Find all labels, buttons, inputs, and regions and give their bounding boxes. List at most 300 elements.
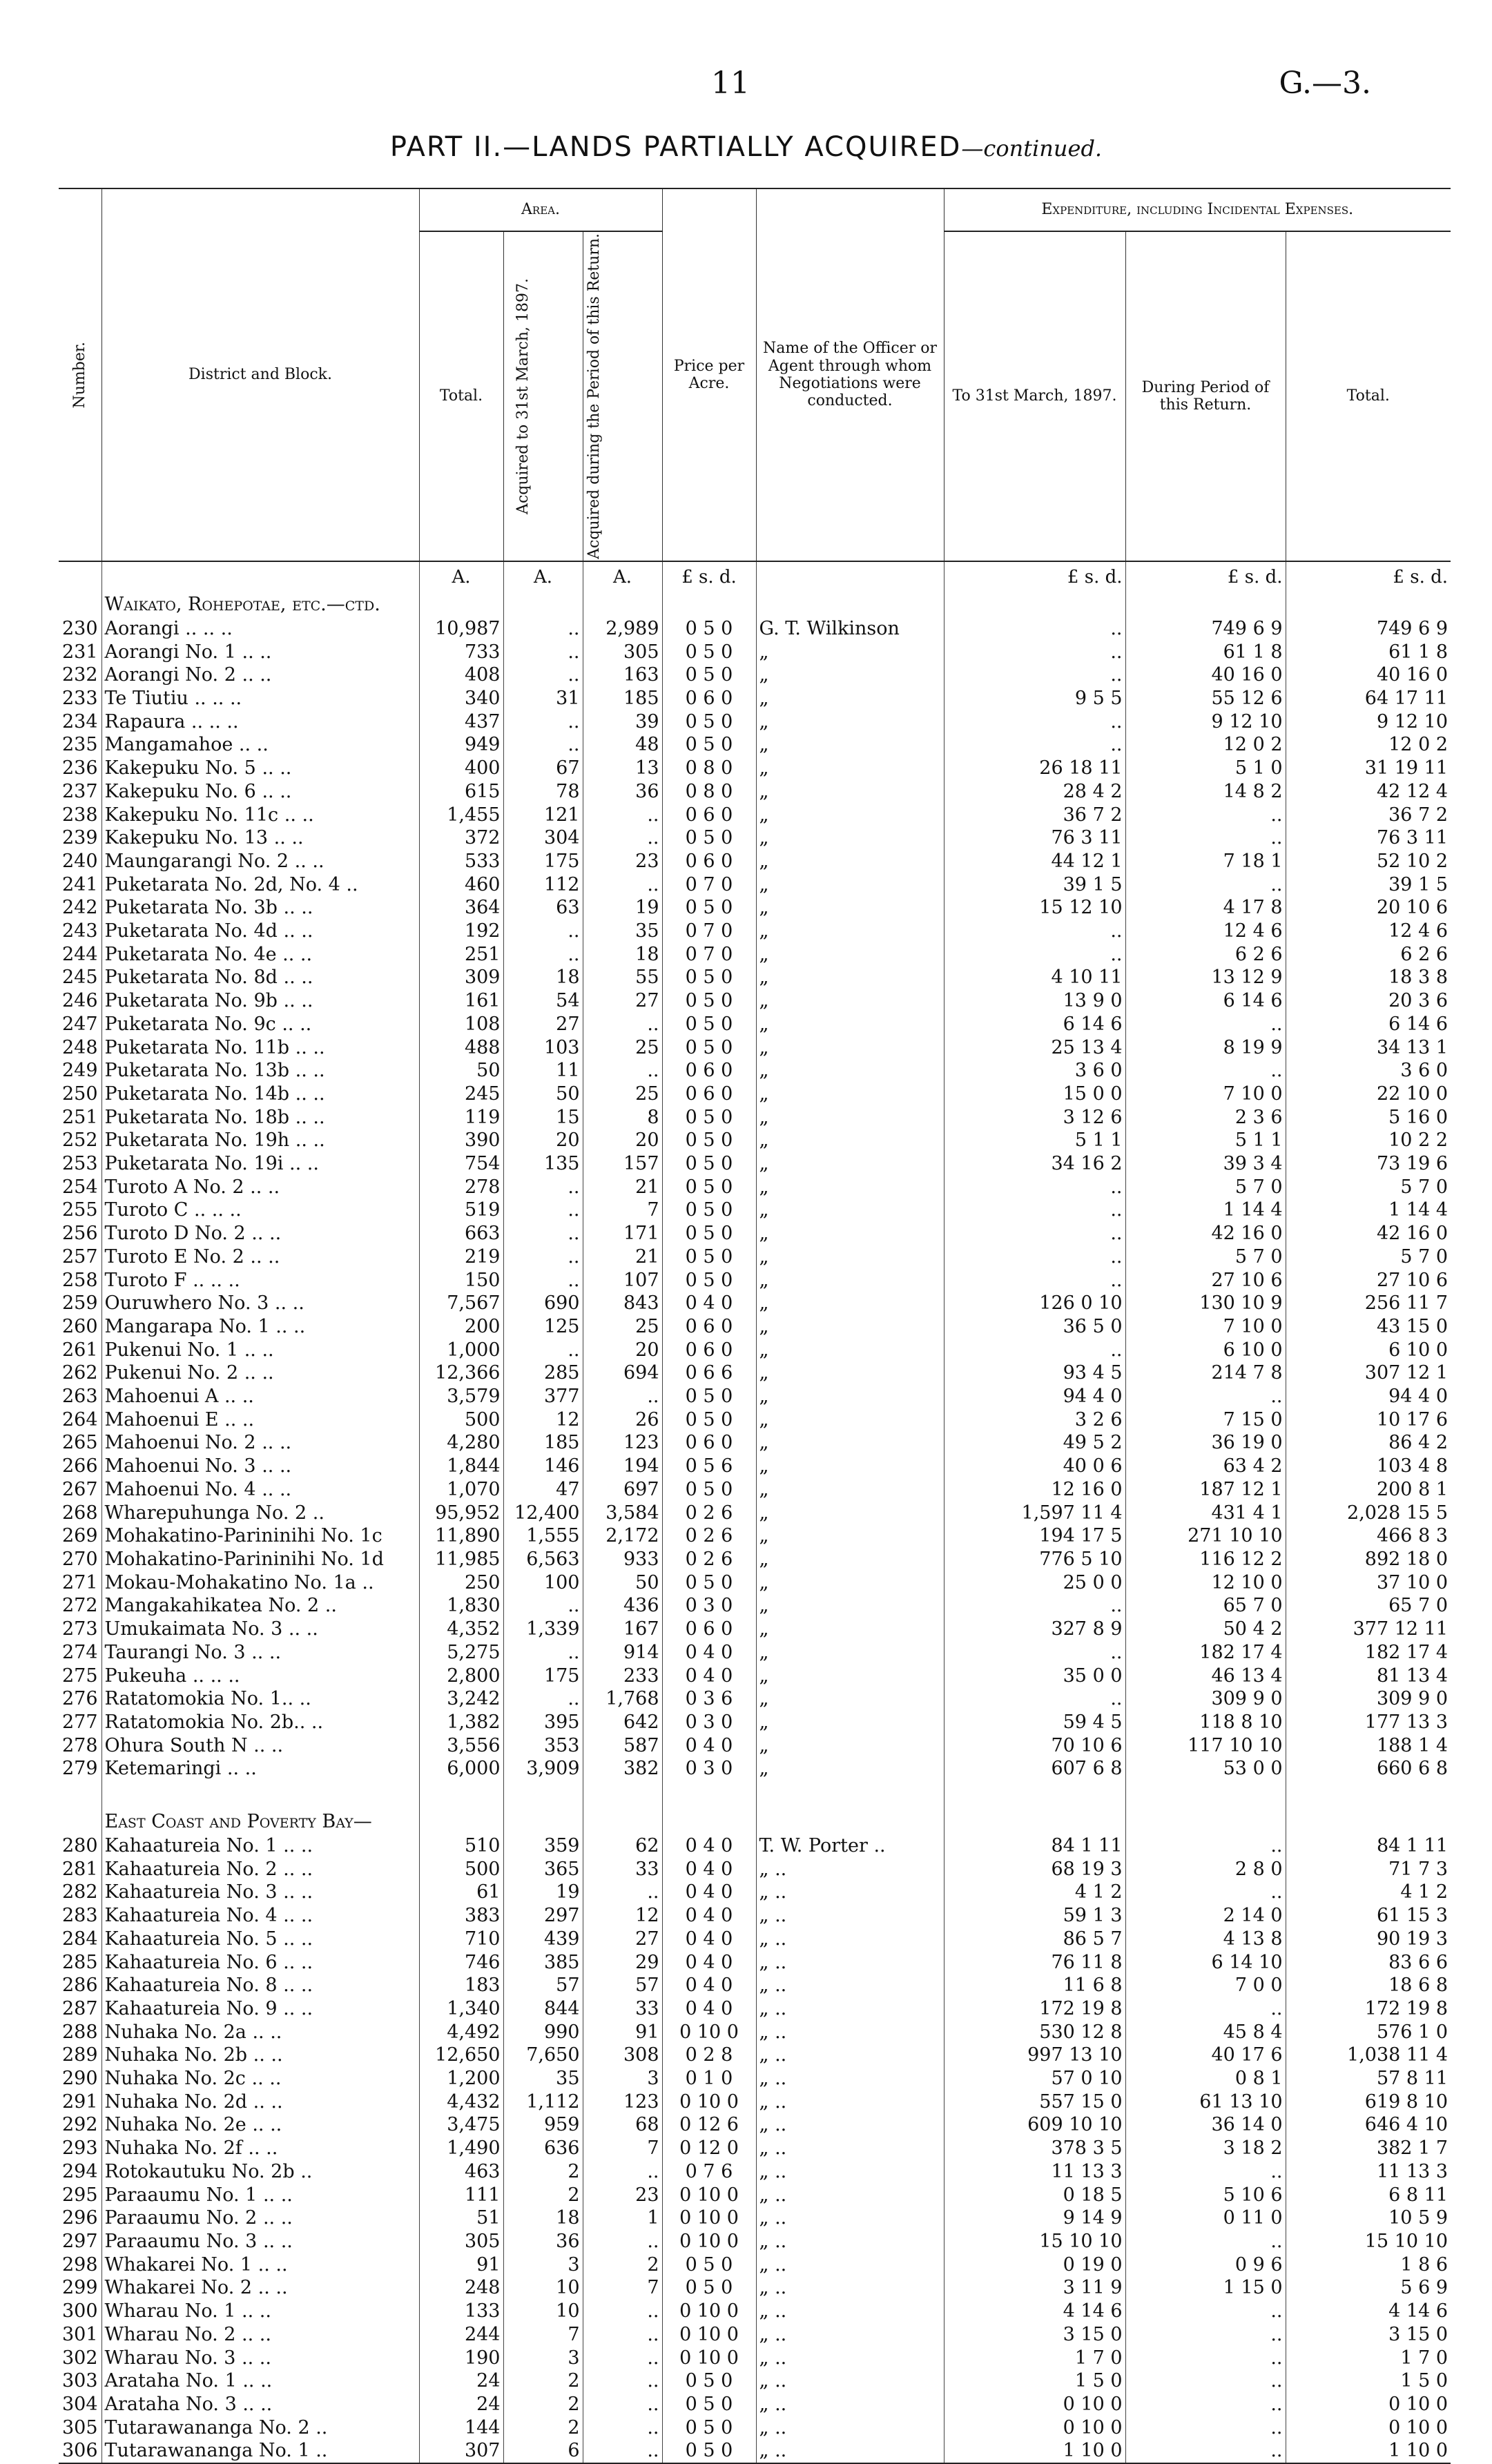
cell-acquired-to: 385 xyxy=(503,1951,583,1975)
cell-acquired-during: 157 xyxy=(583,1152,662,1176)
cell-exp-during: 6 14 10 xyxy=(1125,1951,1286,1975)
table-row xyxy=(59,873,1451,897)
table-row xyxy=(59,1951,1451,1975)
cell-price: 0 3 0 xyxy=(662,1594,756,1618)
cell-number: 231 xyxy=(59,641,101,664)
cell-price: 0 5 0 xyxy=(662,1176,756,1199)
cell-acquired-to: 285 xyxy=(503,1361,583,1385)
cell-district: Kahaatureia No. 6 .. .. xyxy=(101,1951,419,1975)
cell-area-total: 1,070 xyxy=(419,1478,503,1502)
cell-price: 0 10 0 xyxy=(662,2090,756,2114)
cell-price: 0 5 6 xyxy=(662,1455,756,1478)
cell-exp-during: 118 8 10 xyxy=(1125,1711,1286,1734)
cell-number: 234 xyxy=(59,710,101,734)
cell-exp-to: .. xyxy=(944,1222,1125,1245)
cell-price: 0 1 0 xyxy=(662,2067,756,2090)
cell-price: 0 4 0 xyxy=(662,1641,756,1665)
cell-number: 263 xyxy=(59,1385,101,1408)
cell-acquired-during: 107 xyxy=(583,1269,662,1292)
cell-exp-total: 5 7 0 xyxy=(1400,1176,1449,1198)
cell-area-total: 309 xyxy=(419,966,503,989)
cell-exp-total: 182 17 4 xyxy=(1364,1641,1449,1663)
table-row xyxy=(59,1928,1451,1951)
table-row xyxy=(59,2090,1451,2114)
cell-exp-to: 34 16 2 xyxy=(944,1152,1125,1176)
cell-acquired-to: 50 xyxy=(503,1083,583,1106)
table-row xyxy=(59,896,1451,920)
cell-exp-total: 64 17 11 xyxy=(1364,687,1449,709)
section-gap xyxy=(59,1781,1451,1810)
cell-exp-total: 466 8 3 xyxy=(1376,1525,1449,1547)
cell-area-total: 408 xyxy=(419,663,503,687)
cell-district: Mahoenui A .. .. xyxy=(101,1385,419,1408)
cell-district: Turoto A No. 2 .. .. xyxy=(101,1176,419,1199)
cell-acquired-to: 11 xyxy=(503,1059,583,1083)
cell-acquired-to: 78 xyxy=(503,780,583,804)
cell-acquired-during: 8 xyxy=(583,1106,662,1129)
cell-price: 0 5 0 xyxy=(662,617,756,641)
cell-district: Puketarata No. 4d .. .. xyxy=(101,920,419,943)
cell-acquired-during: .. xyxy=(583,2160,662,2184)
cell-acquired-to: 103 xyxy=(503,1036,583,1060)
cell-acquired-during: 33 xyxy=(583,1997,662,2021)
cell-exp-during: 27 10 6 xyxy=(1125,1269,1286,1292)
cell-acquired-during: 587 xyxy=(583,1734,662,1758)
cell-exp-to: 1 5 0 xyxy=(944,2369,1125,2393)
cell-district: Whakarei No. 1 .. .. xyxy=(101,2253,419,2277)
cell-acquired-to: 1,112 xyxy=(503,2090,583,2114)
table-row xyxy=(59,687,1451,710)
cell-district: Puketarata No. 3b .. .. xyxy=(101,896,419,920)
cell-exp-during: .. xyxy=(1125,804,1286,827)
cell-acquired-to: 3 xyxy=(503,2347,583,2370)
table-row xyxy=(59,757,1451,780)
cell-exp-to: 9 14 9 xyxy=(944,2206,1125,2230)
cell-district: Mohakatino-Parininihi No. 1d xyxy=(101,1548,419,1571)
cell-area-total: 510 xyxy=(419,1834,503,1858)
cell-number: 251 xyxy=(59,1106,101,1129)
cell-officer: „ xyxy=(756,1245,944,1269)
cell-exp-to: 68 19 3 xyxy=(944,1858,1125,1881)
cell-acquired-during: 305 xyxy=(583,641,662,664)
table-row xyxy=(59,826,1451,850)
cell-officer: „ xyxy=(756,989,944,1013)
cell-exp-during: 117 10 10 xyxy=(1125,1734,1286,1758)
cell-area-total: 4,492 xyxy=(419,2021,503,2044)
cell-number: 274 xyxy=(59,1641,101,1665)
cell-officer: „ .. xyxy=(756,1858,944,1881)
cell-acquired-to: 31 xyxy=(503,687,583,710)
cell-acquired-to: 365 xyxy=(503,1858,583,1881)
table-row xyxy=(59,1997,1451,2021)
table-row xyxy=(59,804,1451,827)
cell-exp-total: 84 1 11 xyxy=(1376,1835,1449,1857)
cell-officer: „ .. xyxy=(756,2369,944,2393)
cell-area-total: 1,455 xyxy=(419,804,503,827)
cell-acquired-during: 3 xyxy=(583,2067,662,2090)
cell-number: 252 xyxy=(59,1129,101,1152)
cell-exp-during: 55 12 6 xyxy=(1125,687,1286,710)
table-row xyxy=(59,2021,1451,2044)
cell-officer: „ xyxy=(756,873,944,897)
cell-acquired-during: 12 xyxy=(583,1904,662,1928)
cell-exp-total: 5 6 9 xyxy=(1400,2277,1449,2299)
table-row xyxy=(59,1106,1451,1129)
cell-acquired-during: 29 xyxy=(583,1951,662,1975)
cell-area-total: 111 xyxy=(419,2184,503,2207)
cell-number: 277 xyxy=(59,1711,101,1734)
cell-area-total: 1,000 xyxy=(419,1339,503,1362)
cell-exp-total: 576 1 0 xyxy=(1376,2021,1449,2043)
cell-district: Aorangi No. 1 .. .. xyxy=(101,641,419,664)
section-header-row xyxy=(59,592,1451,617)
cell-area-total: 91 xyxy=(419,2253,503,2277)
cell-exp-to: 4 10 11 xyxy=(944,966,1125,989)
cell-area-total: 754 xyxy=(419,1152,503,1176)
cell-number: 250 xyxy=(59,1083,101,1106)
cell-district: Kahaatureia No. 5 .. .. xyxy=(101,1928,419,1951)
cell-exp-during: .. xyxy=(1125,1881,1286,1904)
table-row xyxy=(59,2253,1451,2277)
cell-exp-during: 39 3 4 xyxy=(1125,1152,1286,1176)
cell-area-total: 3,579 xyxy=(419,1385,503,1408)
cell-acquired-during: .. xyxy=(583,2323,662,2347)
table-row xyxy=(59,1292,1451,1315)
table-row xyxy=(59,1245,1451,1269)
cell-acquired-to: 359 xyxy=(503,1834,583,1858)
cell-exp-during: 7 10 0 xyxy=(1125,1315,1286,1339)
cell-officer: „ xyxy=(756,1106,944,1129)
cell-price: 0 4 0 xyxy=(662,1834,756,1858)
table-row xyxy=(59,2369,1451,2393)
cell-officer: „ .. xyxy=(756,2439,944,2463)
cell-district: Kakepuku No. 13 .. .. xyxy=(101,826,419,850)
cell-exp-during: .. xyxy=(1125,1385,1286,1408)
cell-acquired-to: 47 xyxy=(503,1478,583,1502)
unit-exp-during: £ s. d. xyxy=(1125,561,1286,592)
cell-exp-to: .. xyxy=(944,1641,1125,1665)
cell-officer: „ xyxy=(756,1176,944,1199)
cell-area-total: 24 xyxy=(419,2369,503,2393)
cell-price: 0 5 0 xyxy=(662,2416,756,2440)
cell-area-total: 2,800 xyxy=(419,1665,503,1688)
cell-number: 292 xyxy=(59,2113,101,2137)
cell-acquired-to: 844 xyxy=(503,1997,583,2021)
cell-district: Nuhaka No. 2e .. .. xyxy=(101,2113,419,2137)
cell-exp-total: 0 10 0 xyxy=(1388,2416,1449,2438)
cell-officer: „ .. xyxy=(756,2021,944,2044)
cell-district: Puketarata No. 9c .. .. xyxy=(101,1013,419,1036)
cell-district: Puketarata No. 19h .. .. xyxy=(101,1129,419,1152)
cell-area-total: 4,280 xyxy=(419,1431,503,1455)
cell-area-total: 305 xyxy=(419,2230,503,2253)
cell-acquired-during: 233 xyxy=(583,1665,662,1688)
cell-exp-to: 4 14 6 xyxy=(944,2300,1125,2323)
cell-exp-during: 46 13 4 xyxy=(1125,1665,1286,1688)
cell-officer: T. W. Porter .. xyxy=(756,1834,944,1858)
cell-exp-total: 749 6 9 xyxy=(1376,617,1449,639)
cell-district: Kakepuku No. 5 .. .. xyxy=(101,757,419,780)
cell-officer: „ .. xyxy=(756,2393,944,2416)
cell-acquired-to: 1,339 xyxy=(503,1618,583,1641)
cell-price: 0 10 0 xyxy=(662,2230,756,2253)
cell-exp-total: 10 17 6 xyxy=(1376,1408,1449,1430)
table-row xyxy=(59,1431,1451,1455)
cell-district: Ratatomokia No. 1.. .. xyxy=(101,1687,419,1711)
cell-number: 261 xyxy=(59,1339,101,1362)
table-row xyxy=(59,2206,1451,2230)
cell-acquired-during: 50 xyxy=(583,1571,662,1595)
cell-exp-to: .. xyxy=(944,617,1125,641)
cell-exp-to: 9 5 5 xyxy=(944,687,1125,710)
cell-price: 0 5 0 xyxy=(662,896,756,920)
cell-number: 265 xyxy=(59,1431,101,1455)
cell-acquired-to: 1,555 xyxy=(503,1524,583,1548)
cell-price: 0 4 0 xyxy=(662,1881,756,1904)
cell-district: Paraaumu No. 1 .. .. xyxy=(101,2184,419,2207)
cell-price: 0 3 0 xyxy=(662,1757,756,1781)
cell-exp-to: .. xyxy=(944,920,1125,943)
cell-price: 0 5 0 xyxy=(662,663,756,687)
cell-exp-to: 44 12 1 xyxy=(944,850,1125,873)
table-row xyxy=(59,1315,1451,1339)
cell-officer: „ xyxy=(756,1083,944,1106)
cell-area-total: 12,366 xyxy=(419,1361,503,1385)
cell-acquired-to: .. xyxy=(503,1176,583,1199)
title-suffix: —continued. xyxy=(961,135,1103,162)
cell-district: Wharau No. 2 .. .. xyxy=(101,2323,419,2347)
cell-exp-during: 7 10 0 xyxy=(1125,1083,1286,1106)
cell-area-total: 150 xyxy=(419,1269,503,1292)
table-row xyxy=(59,1152,1451,1176)
cell-exp-during: 4 17 8 xyxy=(1125,896,1286,920)
cell-officer: „ xyxy=(756,804,944,827)
cell-number: 256 xyxy=(59,1222,101,1245)
cell-district: Ratatomokia No. 2b.. .. xyxy=(101,1711,419,1734)
cell-exp-during: 1 15 0 xyxy=(1125,2276,1286,2300)
cell-area-total: 248 xyxy=(419,2276,503,2300)
cell-exp-to: 530 12 8 xyxy=(944,2021,1125,2044)
cell-price: 0 6 0 xyxy=(662,1339,756,1362)
table-row xyxy=(59,989,1451,1013)
cell-exp-total: 188 1 4 xyxy=(1376,1734,1449,1756)
cell-exp-to: 94 4 0 xyxy=(944,1385,1125,1408)
cell-area-total: 183 xyxy=(419,1974,503,1997)
cell-exp-total: 200 8 1 xyxy=(1376,1478,1449,1500)
cell-exp-total: 3 6 0 xyxy=(1400,1060,1449,1082)
cell-acquired-during: 23 xyxy=(583,2184,662,2207)
cell-exp-to: 172 19 8 xyxy=(944,1997,1125,2021)
table-row xyxy=(59,1974,1451,1997)
cell-officer: „ .. xyxy=(756,2067,944,2090)
cell-number: 269 xyxy=(59,1524,101,1548)
cell-exp-to: 28 4 2 xyxy=(944,780,1125,804)
cell-exp-to: 3 6 0 xyxy=(944,1059,1125,1083)
page-title xyxy=(0,131,1492,163)
table-row xyxy=(59,1176,1451,1199)
cell-district: Turoto D No. 2 .. .. xyxy=(101,1222,419,1245)
cell-number: 289 xyxy=(59,2044,101,2067)
cell-acquired-during: 123 xyxy=(583,2090,662,2114)
cell-officer: „ .. xyxy=(756,1951,944,1975)
table-row xyxy=(59,1757,1451,1781)
cell-exp-to: 25 0 0 xyxy=(944,1571,1125,1595)
cell-exp-to: 86 5 7 xyxy=(944,1928,1125,1951)
cell-district: Pukenui No. 1 .. .. xyxy=(101,1339,419,1362)
cell-exp-to: .. xyxy=(944,710,1125,734)
cell-price: 0 5 0 xyxy=(662,1199,756,1222)
title-text: PART II.—LANDS PARTIALLY ACQUIRED xyxy=(389,131,962,163)
cell-exp-total: 6 14 6 xyxy=(1388,1013,1449,1035)
cell-area-total: 251 xyxy=(419,943,503,967)
cell-officer: „ xyxy=(756,966,944,989)
cell-acquired-during: .. xyxy=(583,1385,662,1408)
cell-acquired-during: 27 xyxy=(583,989,662,1013)
cell-area-total: 192 xyxy=(419,920,503,943)
cell-acquired-during: .. xyxy=(583,2230,662,2253)
cell-number: 272 xyxy=(59,1594,101,1618)
cell-acquired-during: 57 xyxy=(583,1974,662,1997)
cell-exp-total: 20 3 6 xyxy=(1388,990,1449,1012)
cell-exp-during: 5 1 1 xyxy=(1125,1129,1286,1152)
cell-exp-total: 34 13 1 xyxy=(1376,1036,1449,1058)
cell-acquired-during: 19 xyxy=(583,896,662,920)
cell-number: 297 xyxy=(59,2230,101,2253)
cell-acquired-to: .. xyxy=(503,663,583,687)
cell-number: 270 xyxy=(59,1548,101,1571)
cell-acquired-to: 63 xyxy=(503,896,583,920)
table-row xyxy=(59,2113,1451,2137)
cell-exp-to: 0 10 0 xyxy=(944,2416,1125,2440)
cell-acquired-during: 163 xyxy=(583,663,662,687)
cell-officer: „ xyxy=(756,1361,944,1385)
cell-district: Nuhaka No. 2f .. .. xyxy=(101,2137,419,2160)
cell-exp-during: 5 7 0 xyxy=(1125,1176,1286,1199)
lands-table xyxy=(59,188,1451,2464)
cell-price: 0 5 0 xyxy=(662,2393,756,2416)
cell-price: 0 10 0 xyxy=(662,2300,756,2323)
table-row xyxy=(59,1858,1451,1881)
table-row xyxy=(59,1881,1451,1904)
table-row xyxy=(59,2323,1451,2347)
cell-number: 293 xyxy=(59,2137,101,2160)
cell-officer: „ xyxy=(756,663,944,687)
cell-officer: „ xyxy=(756,1502,944,1525)
cell-exp-total: 1,038 11 4 xyxy=(1347,2044,1449,2066)
cell-price: 0 6 0 xyxy=(662,1315,756,1339)
cell-price: 0 5 0 xyxy=(662,1013,756,1036)
cell-number: 258 xyxy=(59,1269,101,1292)
cell-acquired-during: 2 xyxy=(583,2253,662,2277)
cell-exp-total: 94 4 0 xyxy=(1388,1386,1449,1408)
cell-price: 0 6 0 xyxy=(662,850,756,873)
cell-area-total: 1,844 xyxy=(419,1455,503,1478)
cell-exp-total: 5 16 0 xyxy=(1388,1106,1449,1128)
cell-exp-to: .. xyxy=(944,1269,1125,1292)
cell-exp-to: 40 0 6 xyxy=(944,1455,1125,1478)
cell-officer: „ xyxy=(756,757,944,780)
cell-acquired-to: 27 xyxy=(503,1013,583,1036)
cell-area-total: 3,556 xyxy=(419,1734,503,1758)
cell-number: 240 xyxy=(59,850,101,873)
table-row xyxy=(59,1129,1451,1152)
cell-acquired-during: .. xyxy=(583,2300,662,2323)
cell-acquired-to: 19 xyxy=(503,1881,583,1904)
cell-acquired-during: 2,172 xyxy=(583,1524,662,1548)
cell-officer: „ xyxy=(756,1618,944,1641)
cell-exp-total: 6 2 6 xyxy=(1400,943,1449,965)
cell-exp-to: 1 7 0 xyxy=(944,2347,1125,2370)
cell-number: 295 xyxy=(59,2184,101,2207)
table-row xyxy=(59,2230,1451,2253)
cell-acquired-to: 125 xyxy=(503,1315,583,1339)
cell-exp-to: 49 5 2 xyxy=(944,1431,1125,1455)
cell-area-total: 7,567 xyxy=(419,1292,503,1315)
cell-acquired-to: 121 xyxy=(503,804,583,827)
cell-exp-to: 0 10 0 xyxy=(944,2393,1125,2416)
cell-acquired-to: 67 xyxy=(503,757,583,780)
cell-officer: „ xyxy=(756,920,944,943)
cell-price: 0 5 0 xyxy=(662,1036,756,1060)
cell-exp-during: 431 4 1 xyxy=(1125,1502,1286,1525)
cell-number: 267 xyxy=(59,1478,101,1502)
cell-exp-total: 18 6 8 xyxy=(1388,1975,1449,1997)
cell-exp-during: .. xyxy=(1125,2300,1286,2323)
cell-price: 0 3 6 xyxy=(662,1687,756,1711)
cell-number: 262 xyxy=(59,1361,101,1385)
cell-officer: „ .. xyxy=(756,2044,944,2067)
table-row xyxy=(59,2393,1451,2416)
cell-area-total: 24 xyxy=(419,2393,503,2416)
cell-area-total: 11,985 xyxy=(419,1548,503,1571)
cell-price: 0 4 0 xyxy=(662,1665,756,1688)
cell-officer: „ xyxy=(756,1152,944,1176)
cell-district: Nuhaka No. 2c .. .. xyxy=(101,2067,419,2090)
cell-exp-during: 187 12 1 xyxy=(1125,1478,1286,1502)
cell-officer: „ xyxy=(756,1641,944,1665)
cell-exp-during: 12 4 6 xyxy=(1125,920,1286,943)
cell-number: 304 xyxy=(59,2393,101,2416)
cell-price: 0 5 0 xyxy=(662,2276,756,2300)
cell-acquired-to: 690 xyxy=(503,1292,583,1315)
header-district: District and Block. xyxy=(101,188,419,561)
cell-exp-to: 26 18 11 xyxy=(944,757,1125,780)
cell-acquired-to: 636 xyxy=(503,2137,583,2160)
cell-exp-total: 57 8 11 xyxy=(1376,2068,1449,2090)
cell-number: 264 xyxy=(59,1408,101,1432)
cell-price: 0 6 6 xyxy=(662,1361,756,1385)
cell-exp-to: 557 15 0 xyxy=(944,2090,1125,2114)
cell-acquired-during: 20 xyxy=(583,1129,662,1152)
cell-district: Arataha No. 1 .. .. xyxy=(101,2369,419,2393)
cell-price: 0 4 0 xyxy=(662,1951,756,1975)
cell-acquired-to: 7,650 xyxy=(503,2044,583,2067)
cell-number: 302 xyxy=(59,2347,101,2370)
cell-district: Puketarata No. 19i .. .. xyxy=(101,1152,419,1176)
cell-area-total: 133 xyxy=(419,2300,503,2323)
cell-price: 0 10 0 xyxy=(662,2021,756,2044)
cell-price: 0 3 0 xyxy=(662,1711,756,1734)
cell-price: 0 6 0 xyxy=(662,1059,756,1083)
cell-district: Mahoenui No. 2 .. .. xyxy=(101,1431,419,1455)
cell-district: Puketarata No. 9b .. .. xyxy=(101,989,419,1013)
cell-exp-total: 1 10 0 xyxy=(1388,2440,1449,2462)
header-exp-to: To 31st March, 1897. xyxy=(944,231,1125,561)
header-acquired-to: Acquired to 31st March, 1897. xyxy=(503,231,583,561)
cell-number: 275 xyxy=(59,1665,101,1688)
cell-area-total: 340 xyxy=(419,687,503,710)
cell-exp-total: 1 14 4 xyxy=(1388,1199,1449,1221)
